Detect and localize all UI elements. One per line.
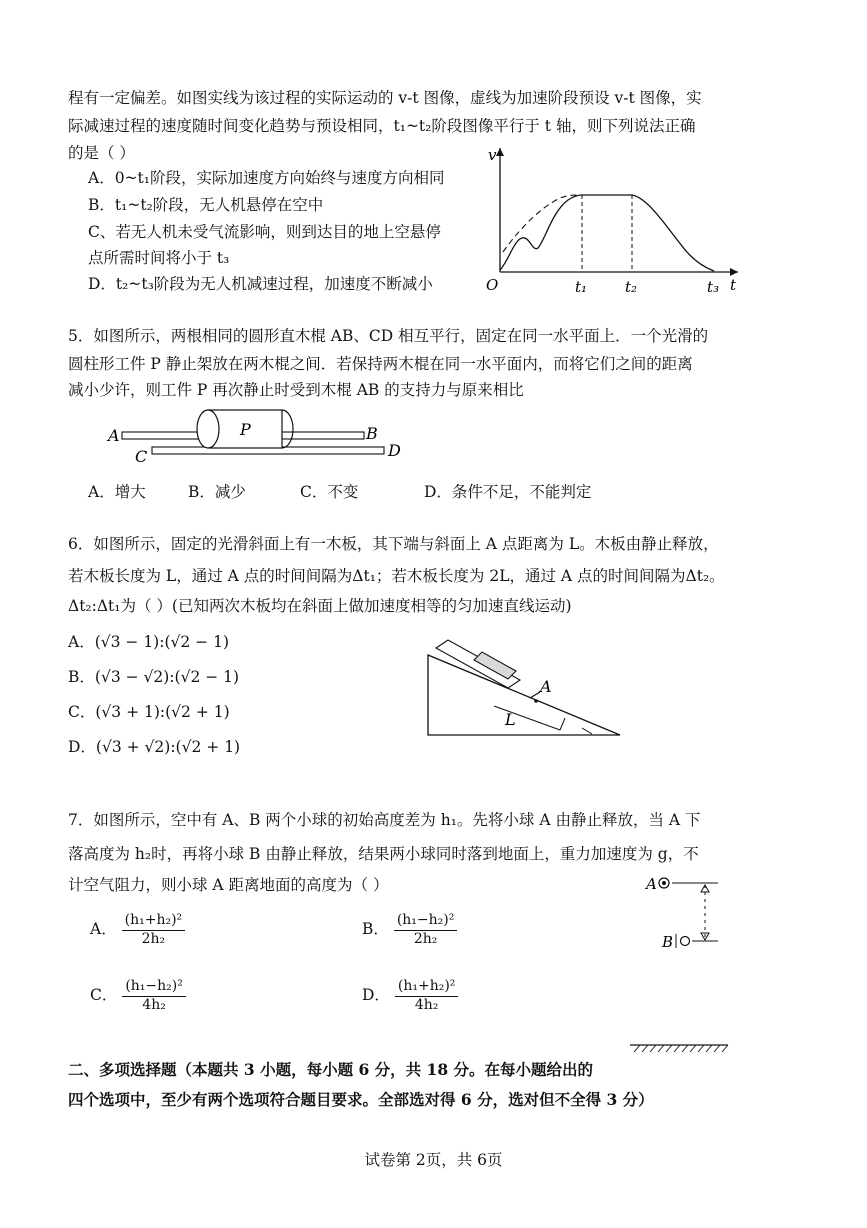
q7-option-d-num: (h₁+h₂)² bbox=[395, 978, 459, 997]
q7-option-a-den: 2h₂ bbox=[141, 930, 166, 947]
q6-text-line2: 若木板长度为 L，通过 A 点的时间间隔为Δt₁；若木板长度为 2L，通过 A 点的时间间隔为Δt₂。 bbox=[68, 567, 725, 585]
vt-axis-v-label: v bbox=[488, 146, 497, 164]
q7-option-b-den: 2h₂ bbox=[413, 930, 438, 947]
q6-option-c: C．(√3 + 1):(√2 + 1) bbox=[68, 703, 230, 721]
q5-option-d: D．条件不足，不能判定 bbox=[424, 483, 592, 501]
vt-origin-label: O bbox=[486, 276, 499, 294]
q6-option-a: A．(√3 − 1):(√2 − 1) bbox=[68, 633, 229, 651]
q6-text-line3: Δt₂:Δt₁为（ ）(已知两次木板均在斜面上做加速度相等的匀加速直线运动) bbox=[68, 597, 572, 615]
page-footer: 试卷第 2页，共 6页 bbox=[364, 1151, 503, 1169]
q7-option-a-num: (h₁+h₂)² bbox=[122, 912, 186, 931]
q5-text-line2: 圆柱形工件 P 静止架放在两木棍之间．若保持两木棍在同一水平面内，而将它们之间的距离 bbox=[68, 355, 693, 373]
incline-a-label: A bbox=[540, 677, 552, 696]
q5-option-c: C．不变 bbox=[300, 483, 359, 501]
q6-option-b: B．(√3 − √2):(√2 − 1) bbox=[68, 668, 240, 686]
incline-l-label: L bbox=[505, 710, 516, 729]
q4-option-a: A．0~t₁阶段，实际加速度方向始终与速度方向相同 bbox=[88, 169, 445, 187]
q4-option-c-cont: 点所需时间将小于 t₃ bbox=[88, 249, 230, 267]
q7-option-a-letter: A． bbox=[90, 920, 117, 938]
ball-a-label: A bbox=[646, 875, 657, 893]
q6-text-line1: 6．如图所示，固定的光滑斜面上有一木板，其下端与斜面上 A 点距离为 L。木板由静止释放， bbox=[68, 535, 719, 553]
q6-option-d: D．(√3 + √2):(√2 + 1) bbox=[68, 738, 241, 756]
q7-option-c-num: (h₁−h₂)² bbox=[122, 978, 186, 997]
vt-t3-label: t₃ bbox=[707, 278, 720, 296]
q7-text-line3: 计空气阻力，则小球 A 距离地面的高度为（ ） bbox=[68, 876, 389, 894]
q4-text-line1: 程有一定偏差。如图实线为该过程的实际运动的 v-t 图像，虚线为加速阶段预设 v-t 图像，实 bbox=[68, 89, 702, 107]
vt-axis-t-label: t bbox=[730, 276, 737, 294]
q5-text-line1: 5．如图所示，两根相同的圆形直木棍 AB、CD 相互平行，固定在同一水平面上．一个光滑的 bbox=[68, 327, 709, 345]
q7-text-line2: 落高度为 h₂时，再将小球 B 由静止释放，结果两小球同时落到地面上，重力加速度为 g，不 bbox=[68, 845, 699, 863]
q7-option-c-letter: C． bbox=[90, 986, 118, 1004]
rod-a-label: A bbox=[108, 426, 120, 445]
q7-text-line1: 7．如图所示，空中有 A、B 两个小球的初始高度差为 h₁。先将小球 A 由静止释放，当 A 下 bbox=[68, 811, 701, 829]
q4-text-line3: 的是（ ） bbox=[68, 144, 135, 162]
section2-heading-line1: 二、多项选择题（本题共 3 小题，每小题 6 分，共 18 分。在每小题给出的 bbox=[68, 1060, 594, 1079]
ball-b-label: B bbox=[662, 933, 674, 951]
cylinder-p-label: P bbox=[240, 420, 251, 439]
q7-option-d-den: 4h₂ bbox=[414, 996, 439, 1013]
q5-option-a: A．增大 bbox=[88, 483, 146, 501]
q7-option-c-den: 4h₂ bbox=[142, 996, 166, 1013]
q4-option-b: B．t₁~t₂阶段，无人机悬停在空中 bbox=[88, 196, 324, 214]
vt-t1-label: t₁ bbox=[575, 278, 588, 296]
q7-option-d-letter: D． bbox=[362, 986, 390, 1004]
q5-option-b: B．减少 bbox=[188, 483, 246, 501]
rod-b-label: B bbox=[366, 424, 378, 443]
rod-d-label: D bbox=[388, 441, 401, 460]
q7-option-b-letter: B． bbox=[362, 920, 389, 938]
q4-option-d: D．t₂~t₃阶段为无人机减速过程，加速度不断减小 bbox=[88, 275, 433, 293]
q4-option-c: C、若无人机未受气流影响，则到达目的地上空悬停 bbox=[88, 223, 441, 241]
rod-c-label: C bbox=[135, 447, 148, 466]
section2-heading-line2: 四个选项中，至少有两个选项符合题目要求。全部选对得 6 分，选对但不全得 3 分） bbox=[68, 1090, 654, 1109]
q5-text-line3: 减小少许，则工件 P 再次静止时受到木棍 AB 的支持力与原来相比 bbox=[68, 381, 524, 399]
vt-t2-label: t₂ bbox=[625, 278, 638, 296]
q7-option-b-num: (h₁−h₂)² bbox=[394, 912, 458, 931]
q4-text-line2: 际减速过程的速度随时间变化趋势与预设相同，t₁~t₂阶段图像平行于 t 轴，则下列说法正确 bbox=[68, 117, 696, 135]
